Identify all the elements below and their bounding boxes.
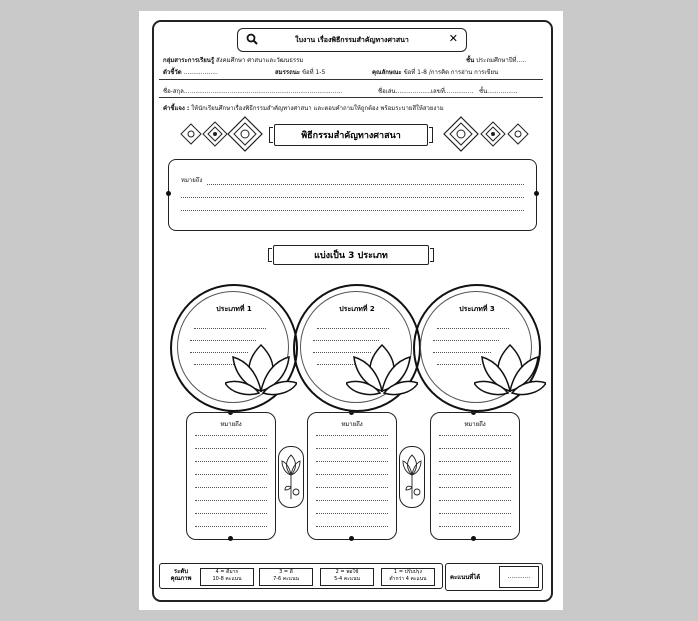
dot (228, 536, 233, 541)
lotus-icon (474, 339, 546, 399)
level-text: 4 = ดีมาก (215, 569, 239, 575)
answer-line[interactable] (195, 448, 267, 449)
answer-line[interactable] (439, 513, 511, 514)
answer-line[interactable] (194, 328, 266, 329)
answer-line[interactable] (207, 184, 524, 185)
answer-line[interactable] (316, 526, 388, 527)
answer-line[interactable] (316, 448, 388, 449)
card-label: หมายถึง (341, 421, 363, 428)
indicator-label: ตัวชี้วัด (163, 69, 182, 76)
instruction-label: คำชี้แจง : (163, 105, 190, 112)
answer-line[interactable] (316, 435, 388, 436)
worksheet-title: ใบงาน เรื่องพิธีกรรมสำคัญทางศาสนา (295, 35, 409, 44)
category-title: ประเภทที่ 2 (339, 305, 375, 313)
close-icon[interactable]: ✕ (448, 32, 458, 45)
grade-line (466, 55, 526, 65)
divider (159, 79, 543, 80)
answer-line[interactable] (195, 435, 267, 436)
instruction-line (163, 103, 444, 113)
ornament-icon (228, 117, 262, 151)
meaning-card-2 (307, 412, 397, 540)
answer-line[interactable] (316, 461, 388, 462)
search-icon[interactable] (246, 33, 258, 45)
level-text: 3 = ดี (279, 569, 293, 575)
score-earned-box (445, 563, 543, 591)
title-bar (237, 28, 467, 52)
student-class-field[interactable]: ชั้น................ (479, 88, 518, 95)
category-title: ประเภทที่ 3 (459, 305, 495, 313)
answer-line[interactable] (316, 487, 388, 488)
answer-line[interactable] (195, 513, 267, 514)
ornament-icon (444, 117, 478, 151)
level-3-cell (259, 568, 313, 586)
answer-line[interactable] (437, 328, 509, 329)
answer-line[interactable] (181, 210, 524, 211)
ornament-icon (181, 124, 201, 144)
level-4-cell (200, 568, 254, 586)
lotus-icon (225, 339, 297, 399)
flower-oval (399, 446, 425, 508)
student-name-field[interactable]: ชื่อ-สกุล................................................................................... (163, 88, 343, 95)
answer-line[interactable] (195, 461, 267, 462)
subject-label: กลุ่มสาระการเรียนรู้ (163, 57, 215, 64)
level-score: ต่ำกว่า 4 คะแนน (389, 576, 427, 582)
quality-level-bar (159, 563, 443, 589)
score-earned-field[interactable]: ............ (499, 566, 539, 588)
answer-line[interactable] (316, 513, 388, 514)
flower-oval (278, 446, 304, 508)
ornament-icon (508, 124, 528, 144)
divider (159, 97, 543, 98)
worksheet-page (139, 11, 563, 610)
answer-line[interactable] (439, 448, 511, 449)
ornament-icon (481, 122, 505, 146)
answer-line[interactable] (439, 474, 511, 475)
flower-icon (400, 447, 424, 507)
level-score: 10-8 คะแนน (212, 576, 242, 582)
answer-line[interactable] (195, 526, 267, 527)
meaning-box (168, 159, 537, 231)
level-score: 7-6 คะแนน (273, 576, 299, 582)
competency-line (275, 67, 325, 77)
quality-level-label: ระดับคุณภาพ (170, 568, 192, 582)
answer-line[interactable] (195, 474, 267, 475)
trait-value: ข้อที่ 1-8 /การคิด การอ่าน การเขียน (403, 69, 499, 76)
grade-label: ชั้น (466, 57, 475, 64)
student-nickname-field[interactable]: ชื่อเล่น................... (378, 88, 432, 95)
categories-banner: แบ่งเป็น 3 ประเภท (273, 245, 429, 265)
trait-line (372, 67, 498, 77)
score-earned-label: คะแนนที่ได้ (450, 574, 481, 581)
grade-value: ประถมศึกษาปีที่..... (476, 57, 527, 64)
indicator-value: .................. (183, 69, 218, 76)
card-label: หมายถึง (220, 421, 242, 428)
flower-icon (279, 447, 303, 507)
answer-line[interactable] (316, 474, 388, 475)
answer-line[interactable] (439, 461, 511, 462)
lotus-icon (346, 339, 418, 399)
answer-line[interactable] (439, 526, 511, 527)
answer-line[interactable] (439, 500, 511, 501)
meaning-label: หมายถึง (181, 177, 203, 184)
main-topic-banner: พิธีกรรมสำคัญทางศาสนา (274, 124, 428, 146)
level-text: 1 = ปรับปรุง (394, 569, 422, 575)
answer-line[interactable] (195, 500, 267, 501)
answer-line[interactable] (316, 500, 388, 501)
dot (471, 536, 476, 541)
answer-line[interactable] (439, 487, 511, 488)
level-1-cell (381, 568, 435, 586)
answer-line[interactable] (195, 487, 267, 488)
competency-value: ข้อที่ 1-5 (301, 69, 326, 76)
category-title: ประเภทที่ 1 (216, 305, 252, 313)
answer-line[interactable] (181, 197, 524, 198)
instruction-text: ให้นักเรียนศึกษาเรื่องพิธีกรรมสำคัญทางศาสนา และตอบคำถามให้ถูกต้อง พร้อมระบายสีให้สวยงาม (191, 105, 444, 112)
meaning-card-1 (186, 412, 276, 540)
trait-label: คุณลักษณะ (372, 69, 402, 76)
level-text: 2 = พอใช้ (335, 569, 359, 575)
meaning-card-3 (430, 412, 520, 540)
dot (534, 191, 539, 196)
level-score: 5-4 คะแนน (334, 576, 360, 582)
dot (349, 536, 354, 541)
subject-line (163, 55, 303, 65)
answer-line[interactable] (317, 328, 389, 329)
subject-value: สังคมศึกษา ศาสนาและวัฒนธรรม (216, 57, 304, 64)
answer-line[interactable] (439, 435, 511, 436)
indicator-line (163, 67, 218, 77)
ornament-icon (203, 122, 227, 146)
card-label: หมายถึง (464, 421, 486, 428)
student-number-field[interactable]: เลขที่............... (431, 88, 474, 95)
competency-label: สมรรถนะ (275, 69, 301, 76)
dot (166, 191, 171, 196)
level-2-cell (320, 568, 374, 586)
